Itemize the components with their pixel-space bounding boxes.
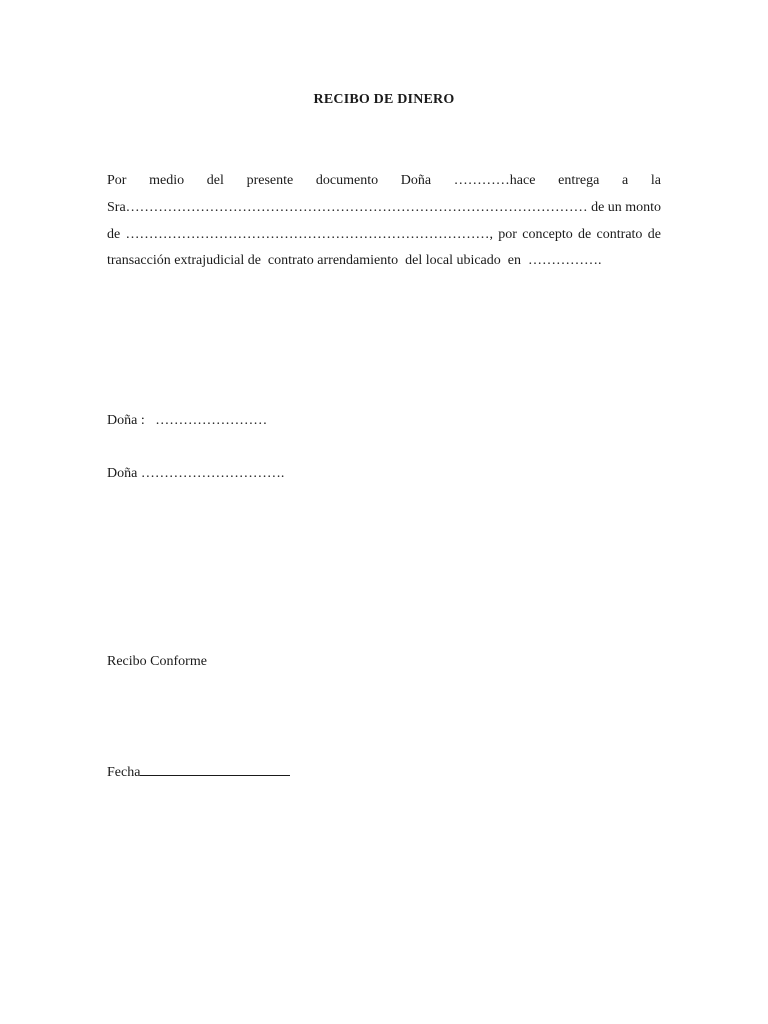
- word: documento: [315, 173, 379, 188]
- word: entrega: [558, 173, 600, 188]
- word: monto: [625, 200, 661, 215]
- word: de: [591, 200, 605, 215]
- word: Por: [107, 173, 127, 188]
- recibo-conforme-label: Recibo Conforme: [107, 654, 207, 669]
- word: concepto: [522, 227, 573, 242]
- dona-signature-line-1: Doña : ……………………: [107, 413, 268, 428]
- word: de: [647, 227, 661, 242]
- word: un: [607, 200, 622, 215]
- word: del: [206, 173, 224, 188]
- paragraph-line-3: [107, 226, 661, 244]
- paragraph-line-1: [107, 172, 661, 190]
- word: Doña: [400, 173, 432, 188]
- word: la: [650, 173, 661, 188]
- word: …………hace: [453, 173, 536, 188]
- fecha-blank-line: [140, 761, 290, 776]
- word: a: [622, 173, 629, 188]
- dona-signature-line-2: Doña ………………………….: [107, 466, 285, 481]
- fecha-field: [107, 761, 290, 781]
- word: por: [498, 227, 517, 242]
- fecha-label: Fecha: [107, 765, 141, 780]
- word: de: [107, 227, 121, 242]
- paragraph-line-4: transacción extrajudicial de contrato arrendamiento del local ubicado en …………….: [107, 253, 602, 268]
- paragraph-line-2: [107, 199, 661, 217]
- document-title: RECIBO DE DINERO: [313, 92, 455, 107]
- word: presente: [246, 173, 294, 188]
- word: contrato: [596, 227, 643, 242]
- word: de: [578, 227, 592, 242]
- word: Sra………………………………………………………………………………………: [107, 200, 588, 215]
- word: medio: [149, 173, 185, 188]
- word: ……………………………………………………………………,: [125, 227, 493, 242]
